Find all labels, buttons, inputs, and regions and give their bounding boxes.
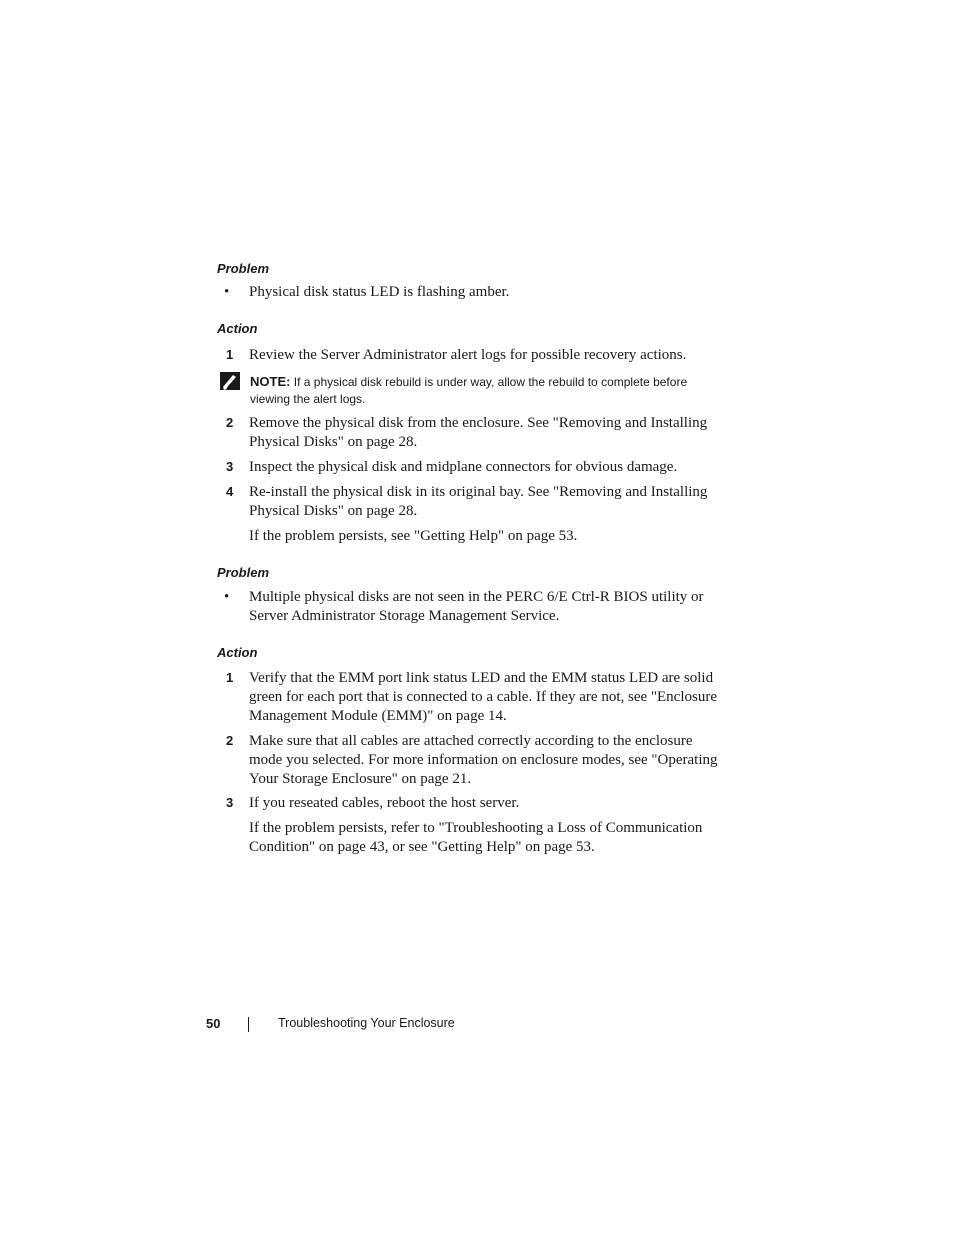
bullet-icon: • — [224, 589, 230, 605]
step-text: Make sure that all cables are attached correctly according to the enclosure mode you selected. For more information on enclosure modes, see "Operating Your Storage Enclosure" on page 21. — [249, 733, 718, 787]
step-number: 4 — [226, 484, 234, 499]
problem-bullet-text: Multiple physical disks are not seen in the PERC 6/E Ctrl-R BIOS utility or Server Administrator Storage Management Service. — [249, 589, 704, 624]
note-text: If a physical disk rebuild is under way, allow the rebuild to complete before viewing the alert logs. — [250, 375, 688, 406]
step-text: If you reseated cables, reboot the host server. — [249, 795, 520, 811]
page-number: 50 — [206, 1016, 221, 1031]
step-number: 1 — [226, 347, 234, 362]
step-number: 2 — [226, 733, 234, 748]
step-text: Inspect the physical disk and midplane connectors for obvious damage. — [249, 459, 678, 475]
step-text: Re-install the physical disk in its original bay. See "Removing and Installing Physical Disks" on page 28. — [249, 484, 708, 519]
footer-title: Troubleshooting Your Enclosure — [278, 1016, 455, 1030]
step-number: 2 — [226, 415, 234, 430]
problem-bullet-text: Physical disk status LED is flashing amber. — [249, 284, 510, 300]
step-number: 3 — [226, 459, 234, 474]
closing-text: If the problem persists, see "Getting Help" on page 53. — [249, 528, 578, 544]
bullet-icon: • — [224, 284, 230, 300]
step-number: 1 — [226, 670, 234, 685]
note-pencil-icon — [219, 371, 241, 396]
step-number: 3 — [226, 795, 234, 810]
step-text: Verify that the EMM port link status LED and the EMM status LED are solid green for each port that is connected to a cable. If they are not, see "Enclosure Management Module (EMM)" on page 14. — [249, 670, 717, 724]
closing-text: If the problem persists, refer to "Troubleshooting a Loss of Communication Condition" on page 43, or see "Getting Help" on page 53. — [249, 820, 703, 855]
action-heading: Action — [217, 645, 258, 660]
footer-separator — [248, 1017, 249, 1032]
note-label: NOTE: — [250, 374, 291, 389]
step-text: Review the Server Administrator alert logs for possible recovery actions. — [249, 347, 687, 363]
problem-heading: Problem — [217, 261, 270, 276]
problem-heading: Problem — [217, 565, 270, 580]
step-text: Remove the physical disk from the enclosure. See "Removing and Installing Physical Disks" on page 28. — [249, 415, 708, 450]
note-block — [250, 373, 720, 408]
action-heading: Action — [217, 321, 258, 336]
